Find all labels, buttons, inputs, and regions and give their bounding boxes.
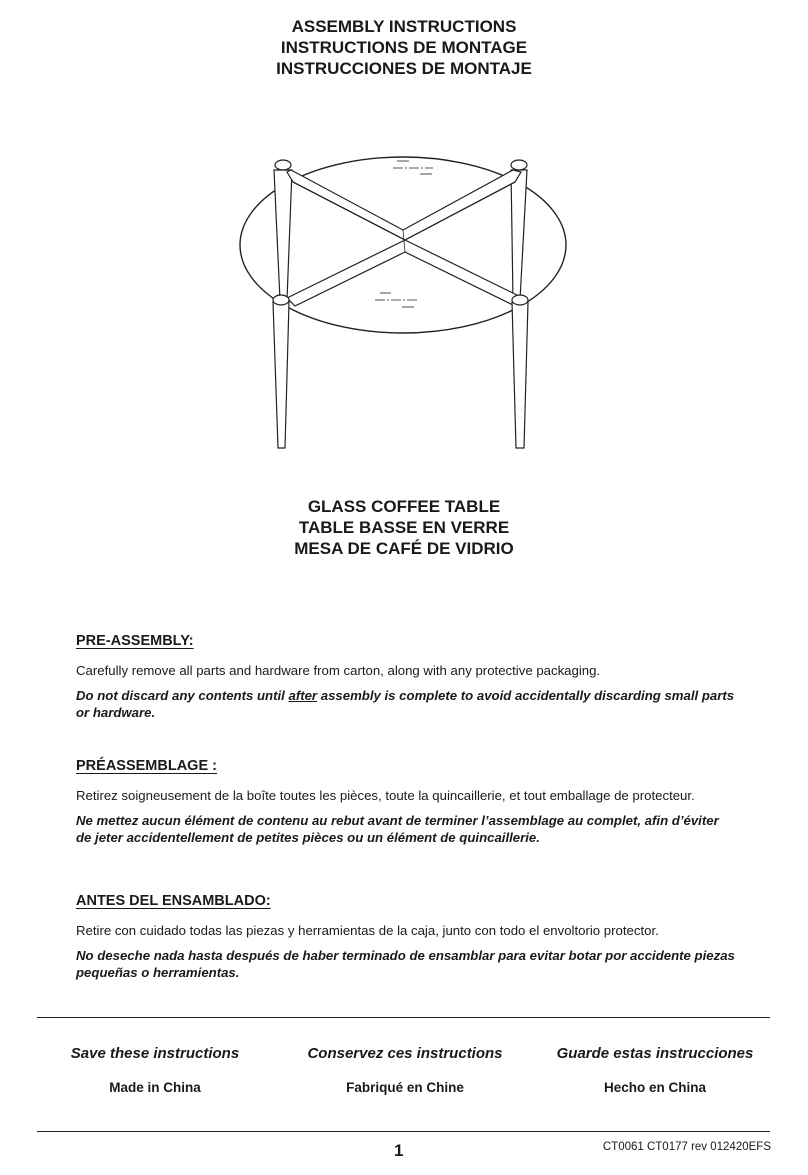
save-spanish: Guarde estas instrucciones (556, 1045, 754, 1062)
product-name-french: TABLE BASSE EN VERRE (298, 518, 510, 537)
section-heading: ANTES DEL ENSAMBLADO: (76, 893, 271, 909)
section-warning: Ne mettez aucun élément de contenu au rebut avant de terminer l’assemblage au complet, afin d’éviter de jeter accidentellement de petites pièces ou un élément de quincaillerie. (76, 813, 719, 845)
section-body: Retirez soigneusement de la boîte toutes les pièces, toute la quincaillerie, et tout emballage de protecteur. (76, 788, 695, 803)
product-name-english: GLASS COFFEE TABLE (307, 497, 501, 516)
made-english: Made in China (109, 1080, 201, 1095)
page-number: 1 (394, 1141, 404, 1160)
save-english: Save these instructions (70, 1045, 240, 1062)
coffee-table-illustration (225, 150, 585, 460)
divider-bottom (37, 1131, 770, 1132)
product-name-spanish: MESA DE CAFÉ DE VIDRIO (294, 539, 514, 558)
section-heading: PRE-ASSEMBLY: (76, 633, 194, 649)
made-in-row (30, 1080, 780, 1095)
document-code: CT0061 CT0177 rev 012420EFS (602, 1141, 771, 1153)
section-pre-assembly-french (76, 757, 736, 854)
title-spanish: INSTRUCCIONES DE MONTAJE (276, 59, 532, 78)
section-body: Retire con cuidado todas las piezas y herramientas de la caja, junto con todo el envoltorio protector. (76, 923, 659, 938)
section-pre-assembly-spanish (76, 892, 736, 989)
made-french: Fabriqué en Chine (346, 1080, 464, 1095)
product-name (0, 496, 808, 559)
divider-top (37, 1017, 770, 1018)
section-heading: PRÉASSEMBLAGE : (76, 758, 217, 774)
section-body: Carefully remove all parts and hardware from carton, along with any protective packaging. (76, 663, 601, 678)
made-spanish: Hecho en China (603, 1080, 706, 1095)
document-title (0, 16, 808, 79)
section-warning: No deseche nada hasta después de haber terminado de ensamblar para evitar botar por accidente piezas pequeñas o herramientas. (76, 948, 735, 980)
section-warning: Do not discard any contents until after assembly is complete to avoid accidentally discarding small parts or hardware. (76, 688, 735, 720)
save-french: Conservez ces instructions (307, 1045, 503, 1062)
save-instructions-row (30, 1045, 780, 1062)
section-pre-assembly-english (76, 632, 736, 729)
title-english: ASSEMBLY INSTRUCTIONS (291, 17, 517, 36)
title-french: INSTRUCTIONS DE MONTAGE (280, 38, 528, 57)
